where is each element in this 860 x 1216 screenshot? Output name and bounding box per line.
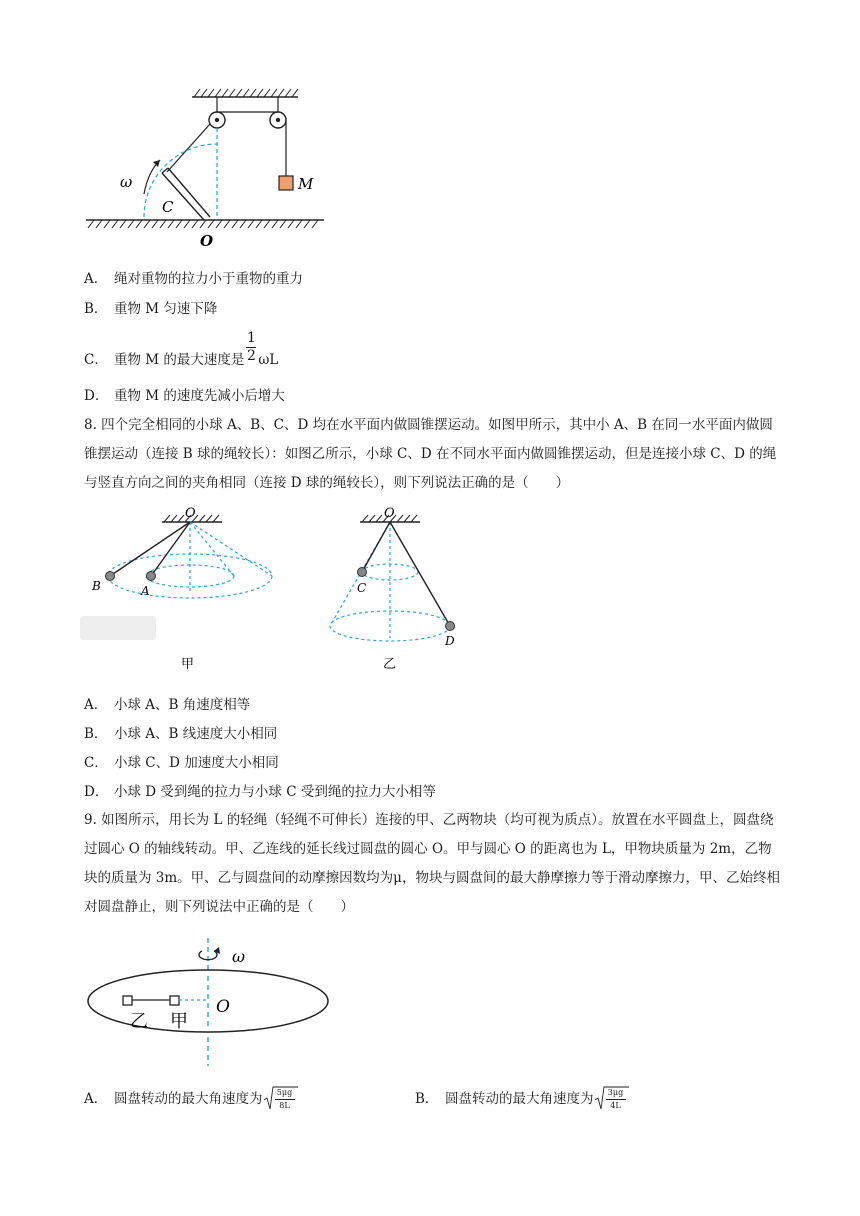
q7-option-a: A． 绳对重物的拉力小于重物的重力 (84, 271, 303, 287)
label-omega: ω (120, 173, 133, 191)
q8-option-c: C． 小球 C、D 加速度大小相同 (84, 755, 279, 771)
q8-option-a: A． 小球 A、B 角速度相等 (84, 697, 251, 713)
yi-caption: 乙 (383, 657, 397, 672)
figure-yi (320, 500, 470, 672)
jia-label-o: O (185, 506, 196, 521)
q8-stem: 8. 四个完全相同的小球 A、B、C、D 均在水平面内做圆锥摆运动。如图甲所示，其中小 A、B 在同一水平面内做圆锥摆运动（连接 B 球的绳较长）：如图乙所示，小球 C、D 在不同水平面内做圆锥摆运动，但是连接小球 C、D 的绳与竖直方向之间的夹角相同（连接 D 球的绳较长），则下列说法正确的是（ ） (84, 417, 777, 491)
sqrt-5mug-over-8l: 5μg 8L (263, 1086, 299, 1112)
sqrt-3mug-over-4l: 3μg 4L (594, 1086, 630, 1112)
label-m: M (298, 175, 314, 193)
jia-label-b: B (92, 579, 101, 593)
jia-label-a: A (141, 584, 150, 598)
figure-jia (80, 500, 280, 672)
figure-rod-pulley (80, 84, 340, 254)
yi-label-o: O (384, 506, 395, 521)
q9-stem: 9. 如图所示，用长为 L 的轻绳（轻绳不可伸长）连接的甲、乙两物块（均可视为质点）。放置在水平圆盘上，圆盘绕过圆心 O 的轴线转动。甲、乙连线的延长线过圆盘的圆心 O。甲与圆心 O 的距离也为 L，甲物块质量为 2m，乙物块的质量为 3m。甲、乙与圆盘间的动摩擦因数均为μ，物块与圆盘间的最大静摩擦力等于滑动摩擦力，甲、乙始终相对圆盘静止，则下列说法中正确的是（ ） (84, 812, 780, 915)
yi-label-c: C (357, 581, 367, 595)
disk-label-jia: 甲 (170, 1011, 188, 1032)
figure-rotating-disk (84, 938, 344, 1066)
label-o: O (200, 232, 214, 250)
q9-option-b: B． 圆盘转动的最大角速度为 3μg 4L (415, 1086, 630, 1116)
disk-label-yi: 乙 (130, 1011, 148, 1032)
q7-option-b: B． 重物 M 匀速下降 (84, 301, 218, 317)
disk-label-omega: ω (232, 947, 246, 966)
q9-option-a: A． 圆盘转动的最大角速度为 5μg 8L (84, 1086, 299, 1116)
jia-caption: 甲 (181, 657, 195, 672)
q8-option-d: D． 小球 D 受到绳的拉力与小球 C 受到绳的拉力大小相等 (84, 784, 436, 800)
yi-label-d: D (445, 634, 455, 648)
q8-option-b: B． 小球 A、B 线速度大小相同 (84, 726, 278, 742)
disk-label-o: O (216, 997, 230, 1017)
fraction-one-half: $\frac{1}{2}$ (246, 330, 256, 364)
q7-option-c: C． 重物 M 的最大速度是 $\frac{1}{2}$ ωL (84, 330, 279, 368)
label-c: C (162, 198, 174, 216)
q7-option-d: D． 重物 M 的速度先减小后增大 (84, 388, 285, 404)
